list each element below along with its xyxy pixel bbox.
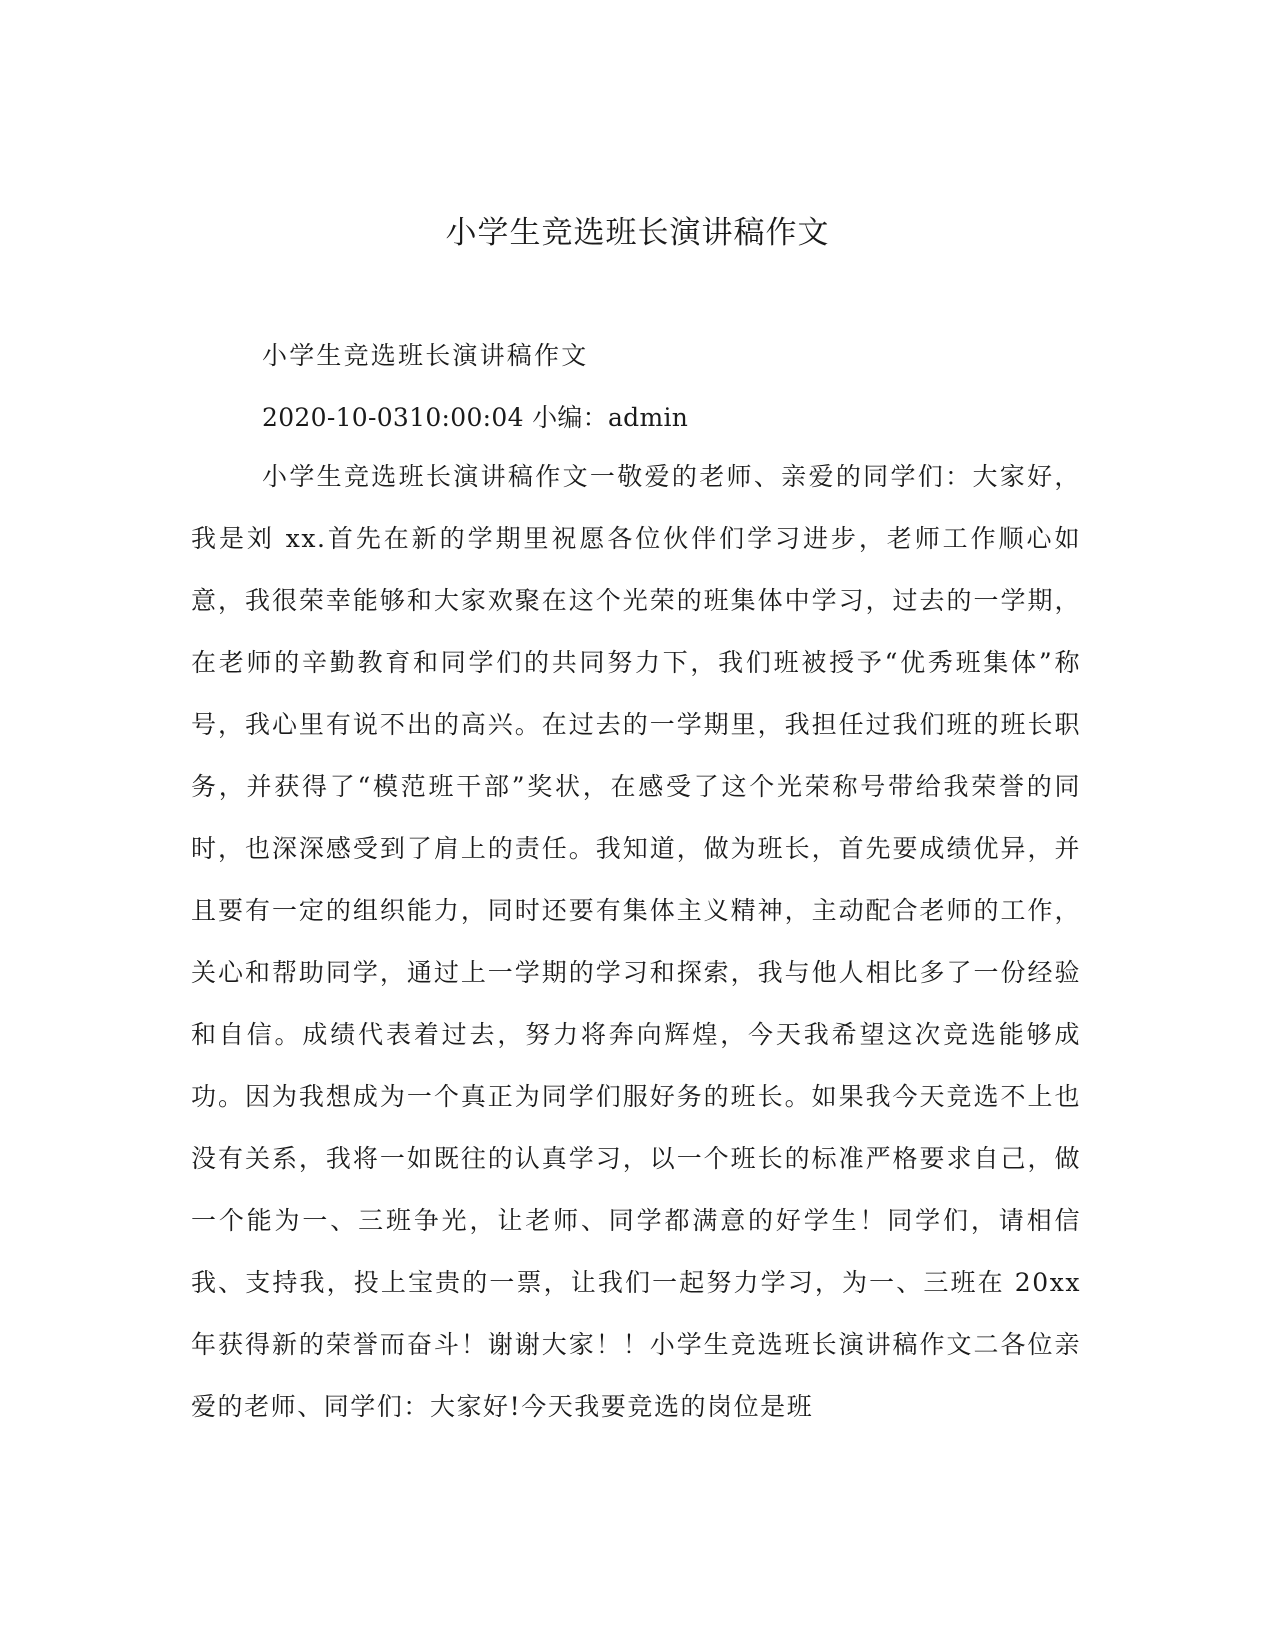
document-body: 小学生竞选班长演讲稿作文一敬爱的老师、亲爱的同学们：大家好，我是刘 xx.首先在新的学期里祝愿各位伙伴们学习进步，老师工作顺心如意，我很荣幸能够和大家欢聚在这个光荣的班集体中学习，过去的一学期，在老师的辛勤教育和同学们的共同努力下，我们班被授予“优秀班集体”称号，我心里有说不出的高兴。在过去的一学期里，我担任过我们班的班长职务，并获得了“模范班干部”奖状，在感受了这个光荣称号带给我荣誉的同时，也深深感受到了肩上的责任。我知道，做为班长，首先要成绩优异，并且要有一定的组织能力，同时还要有集体主义精神，主动配合老师的工作，关心和帮助同学，通过上一学期的学习和探索，我与他人相比多了一份经验和自信。成绩代表着过去，努力将奔向辉煌，今天我希望这次竞选能够成功。因为我想成为一个真正为同学们服好务的班长。如果我今天竞选不上也没有关系，我将一如既往的认真学习，以一个班长的标准严格要求自己，做一个能为一、三班争光，让老师、同学都满意的好学生！同学们，请相信我、支持我，投上宝贵的一票，让我们一起努力学习，为一、三班在 20xx 年获得新的荣誉而奋斗！谢谢大家！！小学生竞选班长演讲稿作文二各位亲爱的老师、同学们：大家好!今天我要竞选的岗位是班 [191,462,1081,1421]
document-meta: 2020-10-0310:00:04 小编：admin [262,403,689,432]
document-subtitle: 小学生竞选班长演讲稿作文 [262,341,589,370]
document-title: 小学生竞选班长演讲稿作文 [445,215,830,251]
